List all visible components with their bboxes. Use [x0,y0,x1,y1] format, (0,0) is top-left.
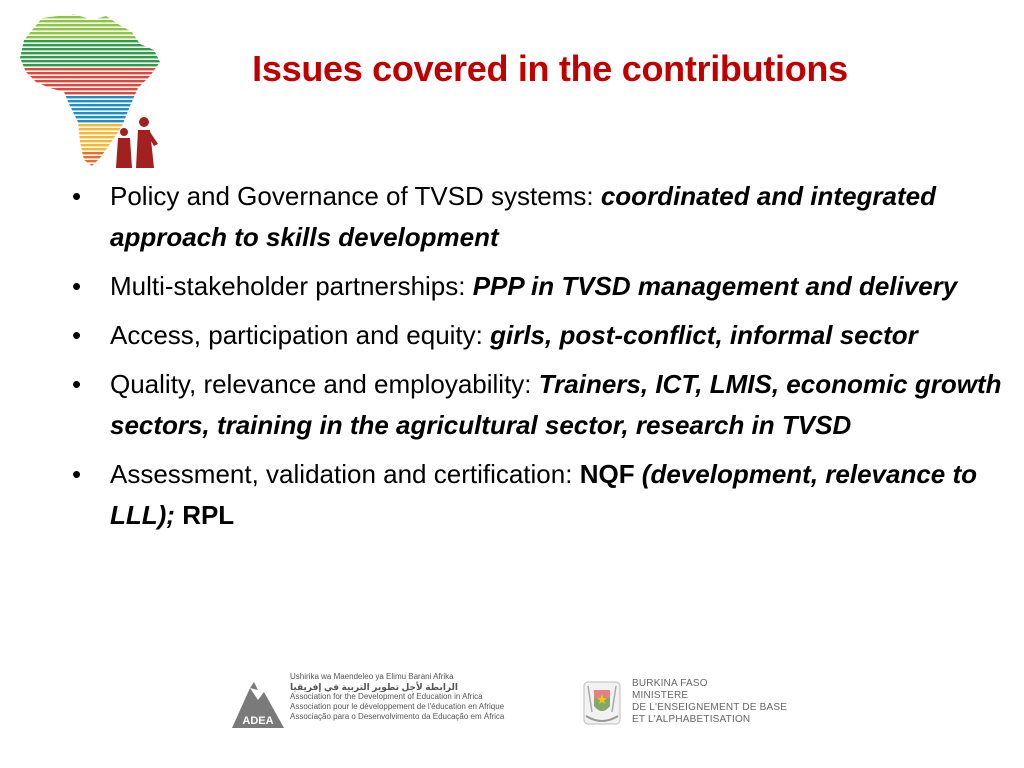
bullet-dot-icon: • [72,369,82,399]
adea-logo-text: ADEA [242,715,274,727]
burkina-line: MINISTERE [632,690,689,701]
adea-emblem-icon [228,678,288,734]
slide-title: Issues covered in the contributions [252,48,848,89]
bullet-emphasis-text: (development, relevance to LLL); [110,459,978,530]
africa-map-logo-icon [14,10,164,170]
adea-line: Ushirika wa Maendeleo ya Elimu Barani Afrika [290,672,454,681]
burkina-ministry-logo [578,674,798,734]
burkina-coat-of-arms-icon [578,676,626,730]
bullet-plain-text: Access, participation and equity: [110,320,491,350]
burkina-text-block [632,678,787,726]
bullet-item-policy [72,176,1002,258]
bullet-emphasis-text: PPP in TVSD management and delivery [472,271,958,301]
bullet-item-assessment [72,454,1002,536]
bullet-item-access [72,315,1002,356]
bullet-plain-text: Multi-stakeholder partnerships: [110,271,473,301]
bullet-dot-icon: • [72,320,82,350]
bullet-plain-text: Quality, relevance and employability: [110,369,539,399]
bullet-dot-icon: • [72,271,82,301]
adea-line-arabic: الرابطة لأجل تطوير التربية في إفريقيا [290,682,458,692]
burkina-line: BURKINA FASO [632,678,708,689]
bullet-list [72,176,1002,544]
bullet-item-quality [72,364,1002,446]
bullet-plain-text: Policy and Governance of TVSD systems: [110,181,601,211]
bullet-emphasis-text: girls, post-conflict, informal sector [490,320,918,350]
adea-text-block [290,672,520,722]
bullet-dot-icon: • [72,459,82,489]
adea-line: Association pour le développement de l'éducation en Afrique [290,702,505,711]
bullet-emphasis-text: coordinated and integrated approach to skills development [110,181,936,252]
bullet-strong-text: NQF [579,459,635,489]
burkina-line: ET L'ALPHABETISATION [632,714,751,725]
adea-logo [228,672,518,736]
bullet-dot-icon: • [72,181,82,211]
burkina-line: DE L'ENSEIGNEMENT DE BASE [632,702,788,713]
bullet-item-partnerships [72,266,1002,307]
adea-line: Associação para o Desenvolvimento da Educação em África [290,712,505,721]
bullet-plain-text: Assessment, validation and certification: [110,459,580,489]
bullet-emphasis-text: Trainers, ICT, LMIS, economic growth sectors, training in the agricultural sector, research in TVSD [110,369,1002,440]
adea-line: Association for the Development of Education in Africa [290,692,483,701]
bullet-strong-text: RPL [174,500,235,530]
